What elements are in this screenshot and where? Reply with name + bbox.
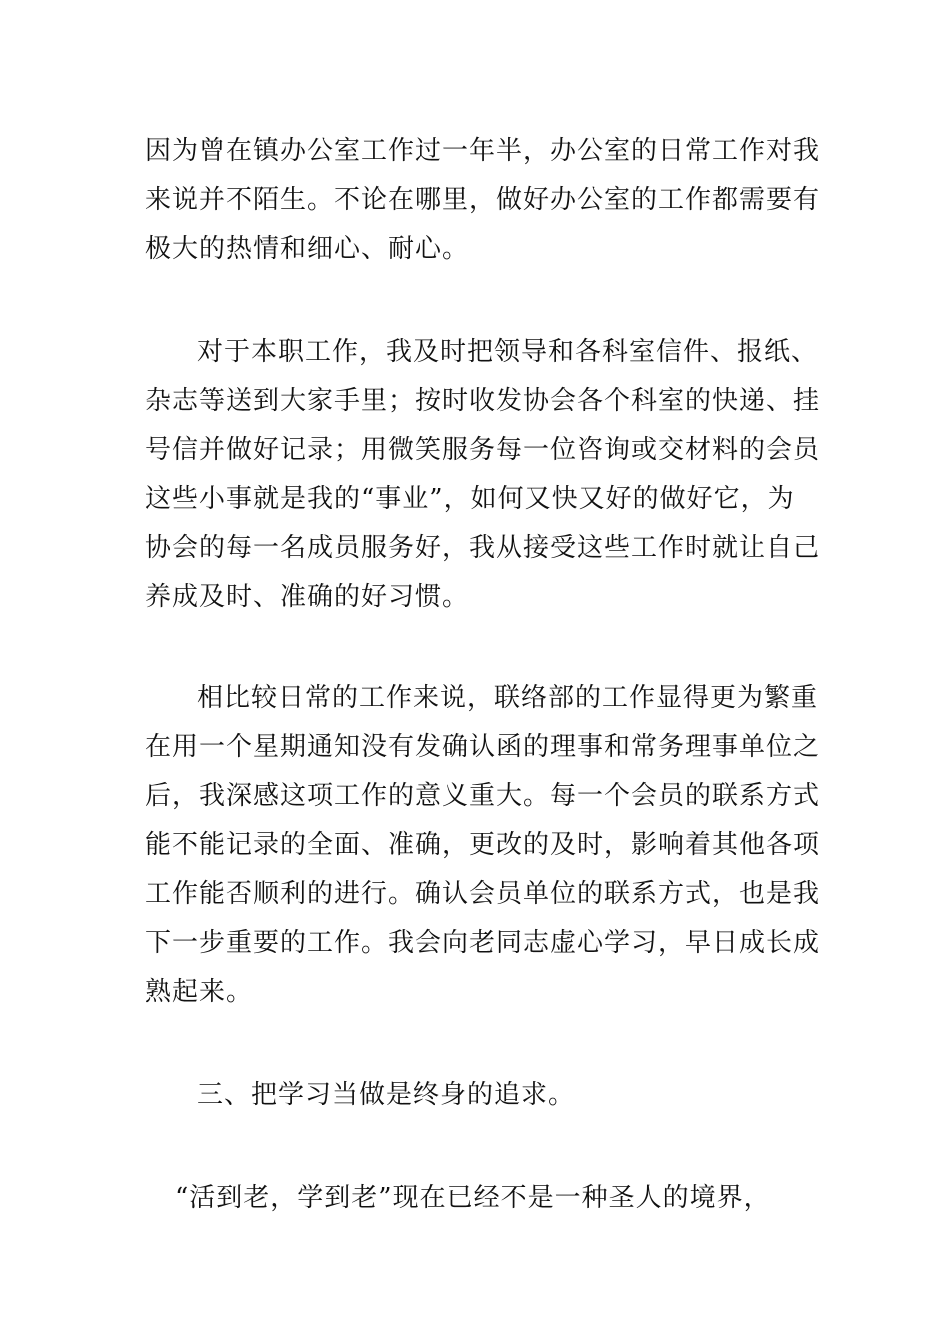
paragraph-3-line-7: 熟起来。 (145, 977, 254, 1007)
paragraph-2-line-5: 协会的每一名成员服务好，我从接受这些工作时就让自己 (145, 533, 821, 563)
paragraph-3-line-4: 能不能记录的全面、准确，更改的及时，影响着其他各项 (145, 830, 821, 860)
paragraph-3-line-5: 工作能否顺利的进行。确认会员单位的联系方式，也是我 (145, 879, 821, 909)
paragraph-3-line-2: 在用一个星期通知没有发确认函的理事和常务理事单位之 (145, 732, 821, 762)
paragraph-1-line-2: 来说并不陌生。不论在哪里，做好办公室的工作都需要有 (145, 185, 821, 215)
paragraph-2-line-6: 养成及时、准确的好习惯。 (145, 582, 470, 612)
paragraph-3-line-1: 相比较日常的工作来说，联络部的工作显得更为繁重 (197, 683, 819, 713)
paragraph-2-line-2: 杂志等送到大家手里；按时收发协会各个科室的快递、挂 (145, 386, 821, 416)
paragraph-3-line-3: 后，我深感这项工作的意义重大。每一个会员的联系方式 (145, 781, 821, 811)
paragraph-1-line-3: 极大的热情和细心、耐心。 (145, 234, 470, 264)
paragraph-5-line-1: “活到老，学到老”现在已经不是一种圣人的境界， (175, 1183, 771, 1213)
paragraph-2-line-4: 这些小事就是我的“事业”，如何又快又好的做好它，为 (145, 484, 795, 514)
paragraph-3-line-6: 下一步重要的工作。我会向老同志虚心学习，早日成长成 (145, 928, 821, 958)
paragraph-1-line-1: 因为曾在镇办公室工作过一年半，办公室的日常工作对我 (145, 136, 821, 166)
paragraph-2-line-1: 对于本职工作，我及时把领导和各科室信件、报纸、 (197, 337, 819, 367)
paragraph-2-line-3: 号信并做好记录；用微笑服务每一位咨询或交材料的会员 (145, 435, 821, 465)
section-heading-3: 三、把学习当做是终身的追求。 (197, 1080, 576, 1110)
